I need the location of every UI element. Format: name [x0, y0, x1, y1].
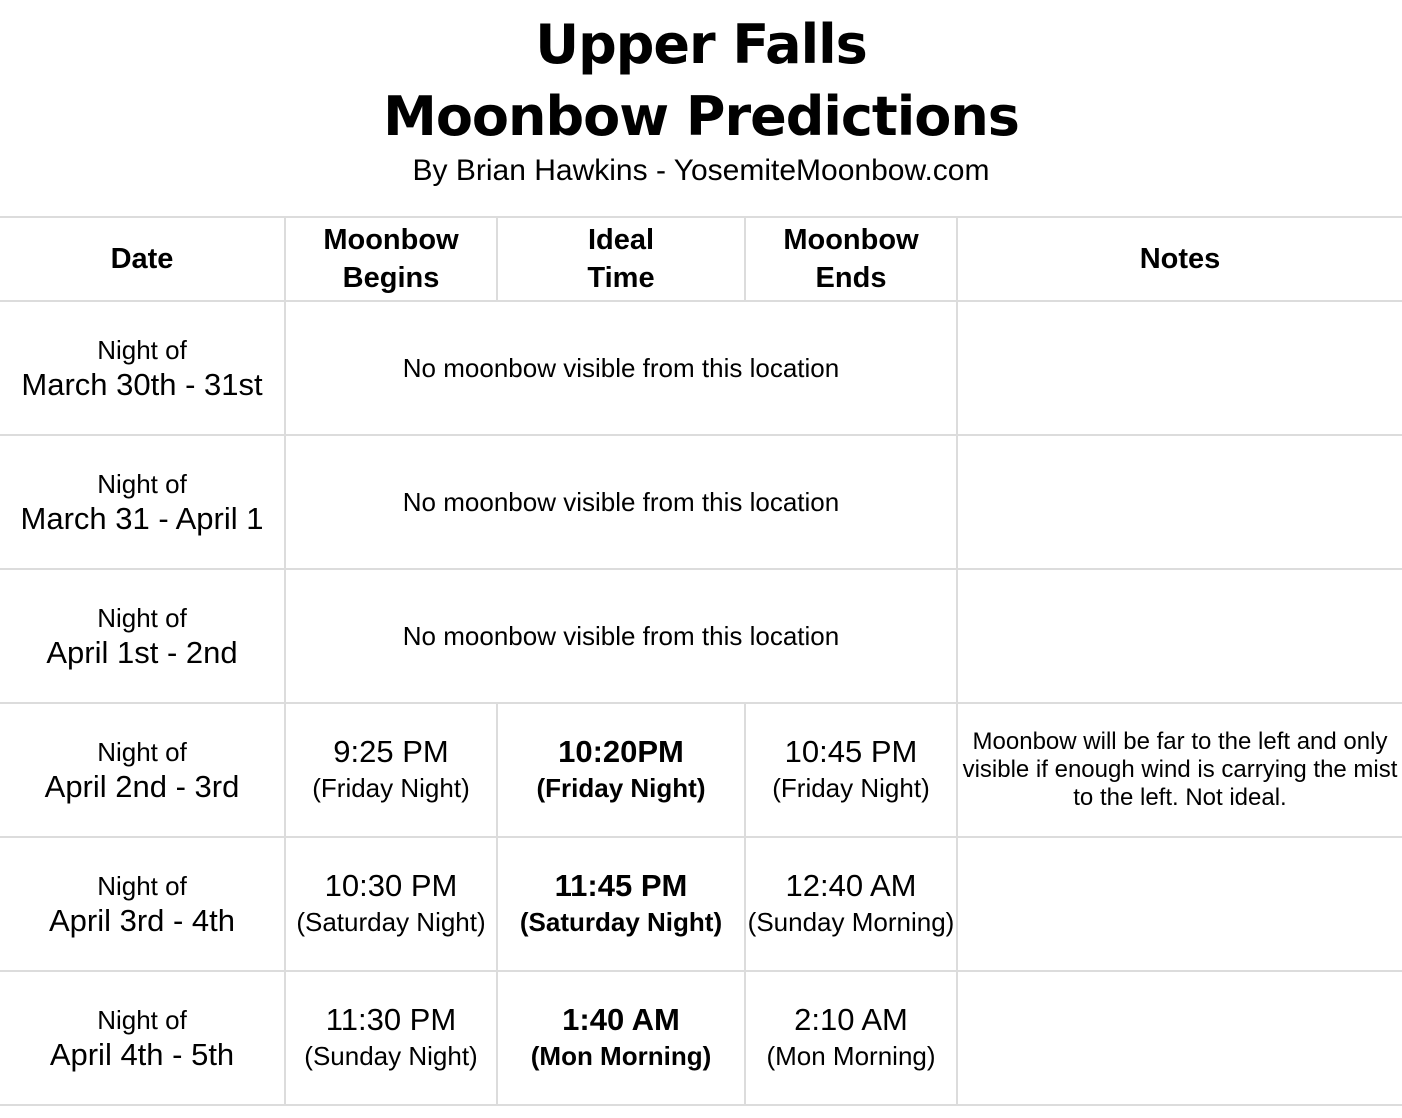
date-cell [0, 703, 285, 837]
ends-time: 2:10 AM [794, 1002, 908, 1037]
ends-day: (Sunday Morning) [747, 907, 955, 937]
header-date: Date [0, 217, 285, 301]
moonbow-schedule-table [0, 216, 1402, 1106]
notes-cell [957, 301, 1402, 435]
ideal-cell [497, 837, 745, 971]
begins-cell [285, 971, 497, 1105]
night-of-label: Night of [97, 335, 187, 365]
date-range: April 2nd - 3rd [44, 769, 240, 804]
ends-day: (Friday Night) [772, 773, 930, 803]
begins-time: 9:25 PM [333, 734, 449, 769]
ends-time: 12:40 AM [785, 868, 917, 903]
begins-day: (Sunday Night) [304, 1041, 478, 1071]
header-ideal-time: Ideal Time [497, 217, 745, 301]
begins-cell [285, 837, 497, 971]
ends-cell [745, 971, 957, 1105]
table-row [0, 569, 1402, 703]
page-title-line-1: Upper Falls [535, 13, 867, 76]
ideal-day: (Saturday Night) [519, 907, 723, 937]
table-row [0, 703, 1402, 837]
begins-day: (Saturday Night) [296, 907, 486, 937]
date-range: March 31 - April 1 [20, 501, 264, 536]
table-row [0, 301, 1402, 435]
no-moonbow-text: No moonbow visible from this location [402, 352, 840, 383]
ideal-time: 11:45 PM [554, 868, 688, 903]
no-moonbow-text: No moonbow visible from this location [402, 620, 840, 651]
notes-cell [957, 971, 1402, 1105]
date-cell [0, 971, 285, 1105]
date-cell [0, 569, 285, 703]
table-row [0, 971, 1402, 1105]
night-of-label: Night of [97, 871, 187, 901]
date-cell [0, 837, 285, 971]
no-moonbow-cell [285, 569, 957, 703]
no-moonbow-text: No moonbow visible from this location [402, 486, 840, 517]
date-cell [0, 301, 285, 435]
table-row [0, 837, 1402, 971]
no-moonbow-cell [285, 435, 957, 569]
ideal-time: 1:40 AM [562, 1002, 680, 1037]
begins-cell [285, 703, 497, 837]
page-title-line-2: Moonbow Predictions [383, 85, 1019, 148]
ends-time: 10:45 PM [784, 734, 918, 769]
begins-time: 11:30 PM [325, 1002, 457, 1037]
ideal-day: (Mon Morning) [530, 1041, 712, 1071]
date-range: April 1st - 2nd [46, 635, 238, 670]
table-row [0, 435, 1402, 569]
header-moonbow-ends: Moonbow Ends [745, 217, 957, 301]
night-of-label: Night of [97, 737, 187, 767]
begins-time: 10:30 PM [324, 868, 458, 903]
date-cell [0, 435, 285, 569]
date-range: April 4th - 5th [49, 1037, 235, 1072]
ends-cell [745, 703, 957, 837]
header-notes: Notes [957, 217, 1402, 301]
ends-day: (Mon Morning) [766, 1041, 936, 1071]
ideal-cell [497, 703, 745, 837]
date-range: April 3rd - 4th [48, 903, 236, 938]
byline: By Brian Hawkins - YosemiteMoonbow.com [412, 154, 990, 187]
date-range: March 30th - 31st [21, 367, 263, 402]
header-row [0, 217, 1402, 301]
ideal-day: (Friday Night) [536, 773, 706, 803]
begins-day: (Friday Night) [312, 773, 470, 803]
no-moonbow-cell [285, 301, 957, 435]
notes-cell: Moonbow will be far to the left and only visible if enough wind is carrying the mist to the left. Not ideal. [957, 703, 1402, 837]
night-of-label: Night of [97, 1005, 187, 1035]
night-of-label: Night of [97, 603, 187, 633]
night-of-label: Night of [97, 469, 187, 499]
ideal-time: 10:20PM [558, 734, 684, 769]
title-block [0, 0, 1402, 216]
notes-cell [957, 569, 1402, 703]
ideal-cell [497, 971, 745, 1105]
notes-cell [957, 435, 1402, 569]
ends-cell [745, 837, 957, 971]
notes-cell [957, 837, 1402, 971]
header-moonbow-begins: Moonbow Begins [285, 217, 497, 301]
